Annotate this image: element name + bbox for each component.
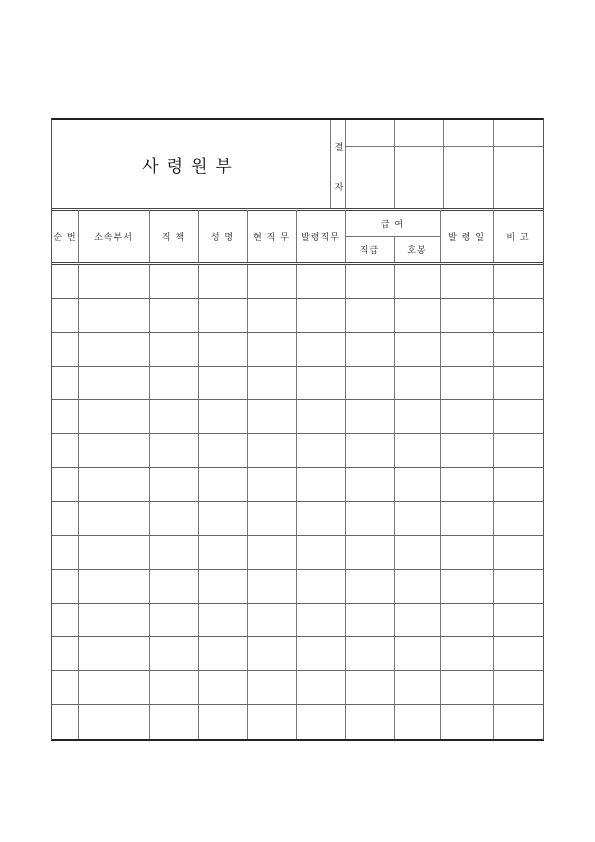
table-cell-divider bbox=[440, 400, 441, 433]
table-cell-divider bbox=[394, 502, 395, 535]
table-cell-divider bbox=[149, 671, 150, 704]
table-cell-divider bbox=[440, 671, 441, 704]
table-cell-divider bbox=[247, 299, 248, 332]
table-cell-divider bbox=[247, 400, 248, 433]
table-cell-divider bbox=[345, 333, 346, 366]
table-cell-divider bbox=[247, 637, 248, 670]
table-cell-divider bbox=[345, 400, 346, 433]
table-cell-divider bbox=[198, 637, 199, 670]
table-row bbox=[52, 502, 543, 536]
table-row bbox=[52, 637, 543, 671]
header-position: 직 책 bbox=[161, 233, 186, 243]
table-cell-divider bbox=[493, 434, 494, 467]
table-cell-divider bbox=[394, 434, 395, 467]
table-cell-divider bbox=[78, 536, 79, 569]
table-cell-divider bbox=[149, 705, 150, 739]
table-cell-divider bbox=[440, 705, 441, 739]
table-cell-divider bbox=[78, 367, 79, 400]
table-cell-divider bbox=[149, 637, 150, 670]
header-current-duty: 현 직 무 bbox=[253, 233, 290, 243]
table-cell-divider bbox=[296, 604, 297, 637]
table-cell-divider bbox=[198, 299, 199, 332]
table-cell-divider bbox=[78, 502, 79, 535]
table-cell-divider bbox=[78, 434, 79, 467]
table-cell-divider bbox=[296, 367, 297, 400]
table-cell-divider bbox=[247, 536, 248, 569]
table-cell-divider bbox=[247, 468, 248, 501]
table-cell-divider bbox=[296, 434, 297, 467]
table-cell-divider bbox=[247, 333, 248, 366]
approval-label-divider bbox=[345, 120, 346, 208]
table-row bbox=[52, 400, 543, 434]
table-cell-divider bbox=[198, 671, 199, 704]
table-cell-divider bbox=[394, 265, 395, 298]
header-bottom-line bbox=[52, 262, 543, 263]
table-cell-divider bbox=[149, 468, 150, 501]
header-name: 성 명 bbox=[210, 233, 235, 243]
table-cell-divider bbox=[78, 604, 79, 637]
table-cell-divider bbox=[345, 434, 346, 467]
table-row bbox=[52, 536, 543, 570]
table-cell-divider bbox=[493, 299, 494, 332]
table-cell-divider bbox=[345, 265, 346, 298]
table-cell-divider bbox=[394, 637, 395, 670]
table-cell-divider bbox=[247, 705, 248, 739]
table-cell-divider bbox=[296, 705, 297, 739]
table-cell-divider bbox=[493, 367, 494, 400]
table-cell-divider bbox=[149, 434, 150, 467]
table-cell-divider bbox=[440, 333, 441, 366]
table-cell-divider bbox=[296, 299, 297, 332]
table-cell-divider bbox=[345, 536, 346, 569]
table-cell-divider bbox=[440, 604, 441, 637]
table-cell-divider bbox=[345, 604, 346, 637]
table-body bbox=[52, 265, 543, 739]
table-cell-divider bbox=[149, 604, 150, 637]
table-cell-divider bbox=[149, 570, 150, 603]
header-salary: 급 여 bbox=[380, 220, 405, 230]
table-row bbox=[52, 570, 543, 604]
table-cell-divider bbox=[440, 367, 441, 400]
table-cell-divider bbox=[296, 671, 297, 704]
header-dept: 소속부서 bbox=[94, 233, 133, 243]
table-cell-divider bbox=[345, 502, 346, 535]
table-cell-divider bbox=[394, 570, 395, 603]
table-cell-divider bbox=[345, 367, 346, 400]
table-cell-divider bbox=[440, 434, 441, 467]
table-cell-divider bbox=[198, 434, 199, 467]
personnel-appointment-form bbox=[51, 118, 544, 741]
table-cell-divider bbox=[296, 333, 297, 366]
table-row bbox=[52, 265, 543, 299]
table-cell-divider bbox=[198, 468, 199, 501]
header-grade: 직급 bbox=[359, 246, 380, 256]
table-cell-divider bbox=[198, 502, 199, 535]
approval-col-2[interactable] bbox=[443, 120, 444, 208]
table-cell-divider bbox=[198, 705, 199, 739]
table-cell-divider bbox=[149, 502, 150, 535]
table-cell-divider bbox=[493, 604, 494, 637]
table-cell-divider bbox=[440, 570, 441, 603]
table-row bbox=[52, 705, 543, 739]
header-note: 비 고 bbox=[506, 233, 530, 243]
table-cell-divider bbox=[394, 604, 395, 637]
approval-label-bottom: 자 bbox=[334, 183, 344, 193]
table-cell-divider bbox=[394, 299, 395, 332]
table-cell-divider bbox=[394, 705, 395, 739]
table-cell-divider bbox=[78, 671, 79, 704]
table-cell-divider bbox=[78, 265, 79, 298]
table-row bbox=[52, 367, 543, 401]
table-cell-divider bbox=[296, 502, 297, 535]
table-cell-divider bbox=[198, 265, 199, 298]
table-cell-divider bbox=[78, 637, 79, 670]
table-cell-divider bbox=[198, 604, 199, 637]
table-cell-divider bbox=[78, 570, 79, 603]
table-cell-divider bbox=[296, 468, 297, 501]
table-cell-divider bbox=[493, 705, 494, 739]
header-seq: 순 번 bbox=[53, 233, 77, 243]
table-cell-divider bbox=[78, 299, 79, 332]
table-row bbox=[52, 468, 543, 502]
table-cell-divider bbox=[394, 671, 395, 704]
approval-col-3[interactable] bbox=[493, 120, 494, 208]
approval-label-top: 결 bbox=[334, 143, 344, 153]
table-cell-divider bbox=[296, 536, 297, 569]
table-cell-divider bbox=[149, 299, 150, 332]
table-cell-divider bbox=[493, 570, 494, 603]
table-cell-divider bbox=[493, 333, 494, 366]
table-cell-divider bbox=[345, 299, 346, 332]
approval-divider bbox=[330, 120, 331, 208]
table-cell-divider bbox=[493, 265, 494, 298]
table-cell-divider bbox=[394, 468, 395, 501]
table-cell-divider bbox=[247, 604, 248, 637]
table-cell-divider bbox=[493, 400, 494, 433]
header-date: 발 령 일 bbox=[448, 233, 485, 243]
table-cell-divider bbox=[149, 400, 150, 433]
table-row bbox=[52, 434, 543, 468]
table-row bbox=[52, 333, 543, 367]
approval-name-line bbox=[345, 146, 543, 147]
table-cell-divider bbox=[394, 536, 395, 569]
header-appointed-duty: 발령직무 bbox=[301, 233, 340, 243]
table-row bbox=[52, 299, 543, 333]
table-cell-divider bbox=[296, 570, 297, 603]
table-cell-divider bbox=[345, 637, 346, 670]
table-cell-divider bbox=[78, 400, 79, 433]
section-divider bbox=[52, 208, 543, 209]
table-cell-divider bbox=[345, 705, 346, 739]
table-row bbox=[52, 671, 543, 705]
table-cell-divider bbox=[247, 265, 248, 298]
table-cell-divider bbox=[345, 671, 346, 704]
table-cell-divider bbox=[493, 502, 494, 535]
table-cell-divider bbox=[247, 671, 248, 704]
table-cell-divider bbox=[78, 333, 79, 366]
table-header bbox=[52, 210, 543, 262]
table-cell-divider bbox=[78, 468, 79, 501]
table-cell-divider bbox=[493, 671, 494, 704]
table-cell-divider bbox=[149, 367, 150, 400]
form-title: 사령원부 bbox=[142, 156, 240, 177]
table-cell-divider bbox=[394, 400, 395, 433]
table-row bbox=[52, 604, 543, 638]
header-step: 호봉 bbox=[407, 246, 427, 256]
approval-col-1[interactable] bbox=[394, 120, 395, 208]
table-cell-divider bbox=[440, 265, 441, 298]
table-cell-divider bbox=[345, 570, 346, 603]
table-cell-divider bbox=[247, 502, 248, 535]
table-cell-divider bbox=[198, 536, 199, 569]
table-cell-divider bbox=[394, 333, 395, 366]
table-cell-divider bbox=[149, 333, 150, 366]
table-cell-divider bbox=[493, 536, 494, 569]
table-cell-divider bbox=[493, 637, 494, 670]
table-cell-divider bbox=[149, 265, 150, 298]
table-cell-divider bbox=[296, 265, 297, 298]
salary-subdivider bbox=[345, 236, 440, 237]
table-cell-divider bbox=[440, 468, 441, 501]
table-cell-divider bbox=[247, 434, 248, 467]
table-cell-divider bbox=[198, 400, 199, 433]
table-cell-divider bbox=[394, 367, 395, 400]
table-cell-divider bbox=[149, 536, 150, 569]
table-cell-divider bbox=[198, 570, 199, 603]
table-cell-divider bbox=[440, 536, 441, 569]
table-cell-divider bbox=[198, 333, 199, 366]
table-cell-divider bbox=[440, 299, 441, 332]
table-cell-divider bbox=[198, 367, 199, 400]
table-cell-divider bbox=[440, 502, 441, 535]
table-cell-divider bbox=[296, 400, 297, 433]
table-cell-divider bbox=[493, 468, 494, 501]
table-cell-divider bbox=[78, 705, 79, 739]
table-cell-divider bbox=[247, 367, 248, 400]
table-cell-divider bbox=[440, 637, 441, 670]
table-cell-divider bbox=[345, 468, 346, 501]
table-cell-divider bbox=[247, 570, 248, 603]
table-cell-divider bbox=[296, 637, 297, 670]
